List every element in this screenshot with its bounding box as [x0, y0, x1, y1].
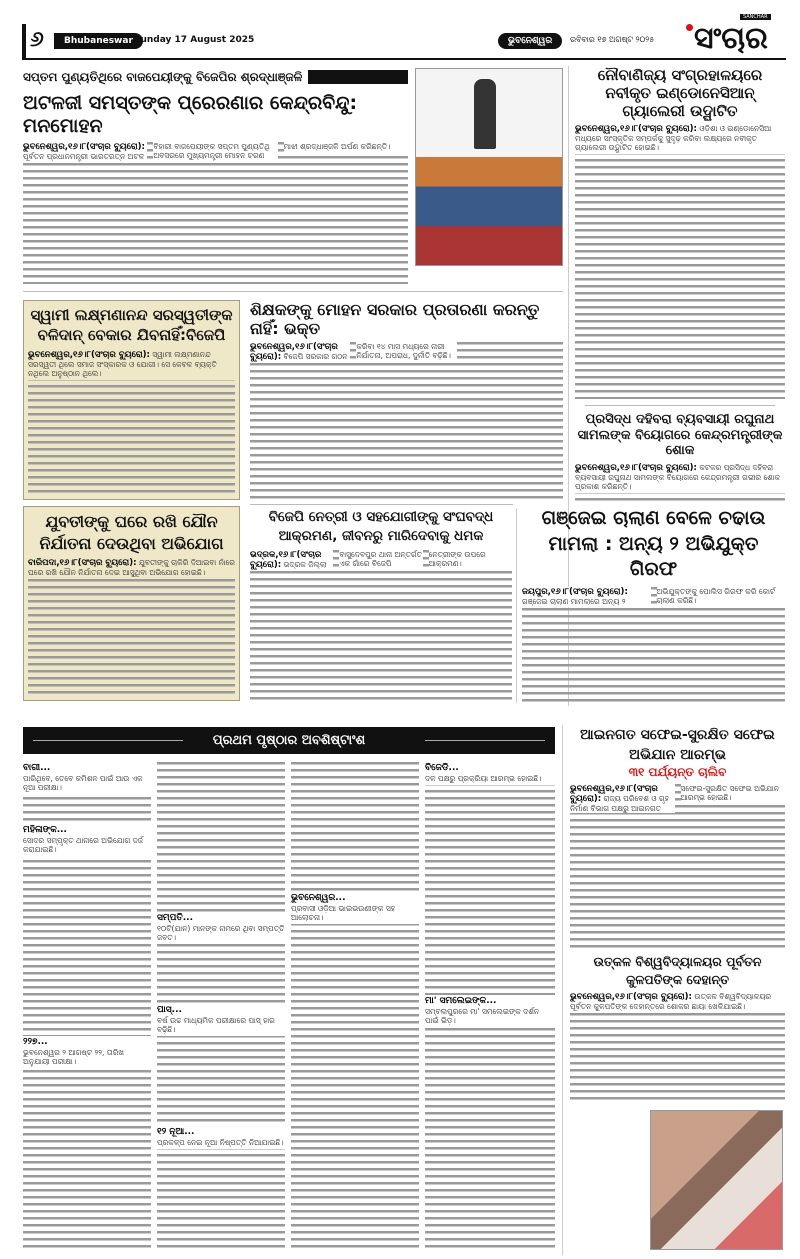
lead: ସୋଦର ସମ୍ପୃକ୍ତ ଥାନାରେ ଅଭିଯୋଗ ଦର୍ଜ କରାଯାଇଛି।	[23, 836, 151, 856]
shikshak-body	[250, 342, 563, 500]
divider	[562, 725, 563, 1255]
lead: ଉତ୍କଳ ବିଶ୍ୱବିଦ୍ୟାଳୟର ପୂର୍ବତନ କୁଳପତିଙ୍କ ଦେହାନ୍ତରେ ଶୋକର ଛାୟା ଖେଳିଯାଇଛି।	[570, 992, 772, 1011]
banner-title: ପ୍ରଥମ ପୃଷ୍ଠାର ଅବଶିଷ୍ଟାଂଶ	[205, 733, 373, 748]
yuvati-headline: ଯୁବତୀଙ୍କୁ ଘରେ ରଖି ଯୌନ ନିର୍ଯାତନା ଦେଉଥିବା ଅଭିଯୋଗ	[39, 512, 224, 553]
atal-headline: ଅଟଳଜୀ ସମସ୍ତଙ୍କ ପ୍ରେରଣାର କେନ୍ଦ୍ରବିନ୍ଦୁ: ମନମୋହନ	[23, 92, 358, 137]
atal-kicker: ସପ୍ତମ ପୁଣ୍ୟତିଥିରେ ବାଜପେୟୀଙ୍କୁ ବିଜେପିର ଶ୍ରଦ୍ଧାଞ୍ଜଳି	[23, 69, 303, 84]
bjp-netri-headline: ବିଜେପି ନେତ୍ରୀ ଓ ସହଯୋଗୀଙ୍କୁ ସଂଘବଦ୍ଧ ଆକ୍ରମଣ, ଜୀବନରୁ ମାରିଦେବାକୁ ଧମକ	[268, 509, 494, 544]
section-title: ବାଗୀ...	[23, 762, 151, 774]
dateline: ଭୁବନେଶ୍ୱର,୧୬।୮(ସଂଚାର ବ୍ୟୁରୋ):	[575, 462, 697, 473]
section-title: ୨୨୭...	[23, 1036, 151, 1048]
dahibara-body	[575, 463, 785, 504]
safai-body	[570, 784, 785, 948]
atal-body	[23, 142, 408, 284]
lead: ସ୍ୱାମୀ ଲକ୍ଷ୍ମଣାନନ୍ଦ ସରସ୍ୱତୀ ଥିଲେ ସମାଜ ସଂସ୍କାରକ ଓ ଯୋଗୀ। ସେ କେବଳ ବ୍ୟକ୍ତି ନଥିଲେ ଅନୁଷ୍ଠାନ ଥିଲେ।	[28, 349, 217, 378]
kicker-bar	[308, 70, 408, 84]
gallery-body	[575, 124, 785, 399]
date-en: Sunday 17 August 2025	[134, 35, 255, 45]
tribute-photo	[650, 1110, 783, 1250]
safai-headline: ଆଇନଗତ ସଫେଇ-ସୁରକ୍ଷିତ ସଫେଇ ଅଭିଯାନ ଆରମ୍ଭ	[580, 727, 775, 763]
continuation-col-1	[23, 762, 151, 1252]
gallery-story	[575, 66, 785, 399]
dateline: ଭଦ୍ରକ,୧୬।୮(ସଂଚାର ବ୍ୟୁରୋ):	[250, 549, 322, 570]
section-title: ୧୨ ନୂଆ...	[157, 1126, 285, 1138]
ganja-story	[522, 506, 785, 702]
lead: ପ୍ରବାସୀ ଓଡ଼ିଆ ଭାଇଭଉଣୀଙ୍କ ସହ ଆଲୋଚନା।	[291, 904, 419, 924]
lead: ପାରିଥିବେ, ତେବେ କମିଶନ ପାଇଁ ଆଉ ଏକ ନୂଆ ପରୀକ୍ଷା।	[23, 774, 151, 794]
dateline: ଭୁବନେଶ୍ୱର,୧୬।୮(ସଂଚାର ବ୍ୟୁରୋ):	[28, 349, 150, 360]
section-title: ଭୁବନେଶ୍ୱର...	[291, 892, 419, 904]
logo-tag: SANCHAR	[740, 14, 771, 20]
lead: ବର୍ଷ ଉଚ୍ଚ ମାଧ୍ୟମିକ ପରୀକ୍ଷାରେ ପାସ୍ ହାର ବଢ଼ିଛି।	[157, 1016, 285, 1036]
lead: ୧୦ଟି(ଯାନ) ମାନଙ୍କ ନାମରେ ଥିବା ସମ୍ପତ୍ତି ଜବତ।	[157, 924, 285, 942]
swami-story-box	[23, 300, 240, 500]
lead: ସମ୍ବଲପୁରରେ ମା' ସମଲେଇଙ୍କ ଦର୍ଶନ ପାଇଁ ଭିଡ଼।	[425, 1007, 555, 1027]
bjp-netri-story	[250, 508, 512, 702]
statue	[474, 79, 496, 149]
yuvati-body	[28, 558, 235, 696]
lead: ପୂର୍ବତନ ପ୍ରଧାନମନ୍ତ୍ରୀ ଭାରତରତ୍ନ ଅଟଳ ବିହାରୀ ବାଜପେୟୀଙ୍କ ସପ୍ତମ ପୁଣ୍ୟତିଥି ଅବସରରେ ମୁଖ୍ୟମନ୍ତ୍ରୀ ମୋହନ ଚରଣ ମାଝୀ ଶ୍ରଦ୍ଧାଞ୍ଜଳି ଅର୍ପଣ କରିଛନ୍ତି।	[23, 141, 391, 161]
banner-line	[425, 740, 545, 741]
shikshak-story	[250, 300, 563, 500]
safai-story	[570, 726, 785, 948]
dateline: ଭୁବନେଶ୍ୱର,୧୬।୮(ସଂଚାର ବ୍ୟୁରୋ):	[570, 783, 658, 804]
dateline: ଭୁବନେଶ୍ୱର,୧୬।୮(ସଂଚାର ବ୍ୟୁରୋ):	[575, 124, 697, 134]
shikshak-headline: ଶିକ୍ଷକଙ୍କୁ ମୋହନ ସରକାର ପ୍ରତାରଣା କରନ୍ତୁ ନାହିଁ: ଭକ୍ତ	[250, 300, 540, 339]
lead: କଟକର ପ୍ରସିଦ୍ଧ ଦହିବରା ବ୍ୟବସାୟୀ ରଘୁନାଥ ସାମଲଙ୍କ ବିୟୋଗରେ କେନ୍ଦ୍ରମନ୍ତ୍ରୀ ଗଭୀର ଶୋକ ପ୍ରକାଶ କରିଛନ୍ତି।	[575, 462, 781, 491]
dateline: ବାରିପଦା,୧୬।୮(ସଂଚାର ବ୍ୟୁରୋ):	[28, 558, 137, 569]
lead: ଭୁବନେଶ୍ୱର ୨ ଆଗଷ୍ଟ ୨୨, ତାରିଖ ଅନୁଯାୟୀ ପରୀକ୍ଷା।	[23, 1048, 151, 1068]
dateline: ଭୁବନେଶ୍ୱର,୧୬।୮(ସଂଚାର ବ୍ୟୁରୋ):	[23, 141, 145, 152]
swami-body	[28, 350, 235, 496]
continuation-banner	[23, 727, 555, 754]
continuation-col-3	[291, 762, 419, 1252]
atal-story	[23, 66, 408, 284]
logo: ସଂଚାର	[694, 21, 768, 56]
ganja-body	[522, 587, 785, 702]
dateline: ଭୁବନେଶ୍ୱର,୧୬।୮(ସଂଚାର ବ୍ୟୁରୋ):	[250, 342, 338, 363]
divider	[585, 405, 775, 406]
divider	[250, 504, 513, 505]
dahibara-story	[575, 412, 785, 504]
continuation-col-2	[157, 762, 285, 1252]
date-or: ରବିବାର ୧୭ ଅଗଷ୍ଟ ୨୦୨୫	[570, 35, 655, 44]
section-title: ମା' ସମଲେଇଙ୍କ...	[425, 995, 555, 1007]
lead: ଦଳ ପକ୍ଷରୁ ପ୍ରକ୍ରିୟା ଆରମ୍ଭ ହୋଇଛି।	[425, 774, 555, 785]
dahibara-headline: ପ୍ରସିଦ୍ଧ ଦହିବରା ବ୍ୟବସାୟୀ ରଘୁନାଥ ସାମଲଙ୍କ ବିୟୋଗରେ କେନ୍ଦ୍ରମନ୍ତ୍ରୀଙ୍କ ଶୋକ	[577, 412, 783, 459]
city-or-badge: ଭୁବନେଶ୍ୱର	[498, 33, 562, 49]
page-number: ୬	[30, 27, 44, 52]
header-rule	[22, 58, 786, 60]
divider	[516, 508, 517, 703]
ganja-headline: ଗଞ୍ଜେଇ ଚାଲାଣ ବେଳେ ଚଢାଉ ମାମଲା : ଅନ୍ୟ ୨ ଅଭିଯୁକ୍ତ ଗିରଫ	[541, 507, 766, 581]
section-title: ସମ୍ପତି...	[157, 912, 285, 924]
dateline: ଜୟପୁର,୧୬।୮(ସଂଚାର ବ୍ୟୁରୋ):	[522, 586, 628, 597]
lead: ଭଦ୍ରକ ଜିଲ୍ଲା ବାସୁଦେବପୁର ଥାନା ଅନ୍ତର୍ଗତ ଏକ ଗାଁରେ ବିଜେପି ନେତ୍ରୀଙ୍କ ଉପରେ ଆକ୍ରମଣ।	[283, 549, 486, 569]
banner-line	[33, 740, 183, 741]
section-title: ବିଜେଡି...	[425, 762, 555, 774]
utkal-headline: ଉତ୍କଳ ବିଶ୍ୱବିଦ୍ୟାଳୟର ପୂର୍ବତନ କୁଳପତିଙ୍କ ଦେହାନ୍ତ	[593, 954, 762, 987]
logo-dot	[686, 24, 693, 31]
utkal-story	[570, 953, 785, 1103]
lead: ବିଜେପି ସରକାର ଗଠନ କରିବା ୧୪ ମାସ ମଧ୍ୟରେ ନାରୀ ନିର୍ଯାତନା, ଅପରାଧ, ଦୁର୍ନୀତି ବଢ଼ିଛି।	[283, 342, 451, 362]
safai-subhead: ୩୧ ପର୍ଯ୍ୟନ୍ତ ଚାଲିବ	[628, 765, 727, 780]
atal-kicker-row	[23, 66, 408, 88]
yuvati-story-box	[23, 506, 240, 701]
atal-ceremony-photo	[415, 68, 563, 266]
lead: ପ୍ରକଳ୍ପ ନେଇ ନୂଆ ନିଷ୍ପତ୍ତି ନିଆଯାଇଛି।	[157, 1138, 284, 1147]
divider	[23, 291, 563, 292]
lead: ଓଡ଼ିଶା ଓ ଇଣ୍ଡୋନେସିଆ ମଧ୍ୟରେ ସାଂସ୍କୃତିକ ସମ୍ପର୍କକୁ ସୁଦୃଢ଼ କରିବା ଲକ୍ଷ୍ୟରେ ନବୀକୃତ ଗ୍ୟାଲେରୀ ଉଦ୍ଘାଟିତ ହୋଇଛି।	[575, 124, 772, 152]
city-en-badge: Bhubaneswar	[54, 33, 143, 49]
continuation-col-4	[425, 762, 555, 1252]
lead: ଗଞ୍ଜେଇ ଚାଲାଣ ମାମଲାରେ ଅନ୍ୟ ୨ ଅଭିଯୁକ୍ତଙ୍କୁ ପୋଲିସ ଗିରଫ କରି କୋର୍ଟ ଚାଲାଣ କରିଛି।	[522, 586, 776, 606]
section-title: ମହିଳାଙ୍କ...	[23, 824, 151, 836]
dateline: ଭୁବନେଶ୍ୱର,୧୬।୮(ସଂଚାର ବ୍ୟୁରୋ):	[570, 992, 692, 1002]
section-title: ପାସ୍...	[157, 1004, 285, 1016]
bjp-netri-body	[250, 550, 512, 702]
gallery-headline: ନୌବାଣିଜ୍ୟ ସଂଗ୍ରହାଳୟରେ ନବୀକୃତ ଇଣ୍ଡୋନେସିଆନ୍ ଗ୍ୟାଲେରୀ ଉଦ୍ଘାଟିତ	[597, 66, 763, 120]
header-bar	[22, 24, 26, 58]
lead: ଯୁବତୀଙ୍କୁ ଚାକିରି ଦିଆଇବା ନାଁରେ ଘରେ ରଖି ଯୌନ ନିର୍ଯାତନା ଦେଇ ଆସୁଥିବା ଅଭିଯୋଗ ହୋଇଛି।	[28, 558, 235, 578]
swami-headline: ସ୍ୱାମୀ ଲକ୍ଷ୍ମଣାନନ୍ଦ ସରସ୍ୱତୀଙ୍କ ବଳିଦାନ୍ ବେକାର ଯିବନାହିଁ:ବିଜେପି	[30, 306, 233, 345]
lead: ରାଜ୍ୟ ପରିବେଶ ଓ ଗୃହ ନିର୍ମାଣ ବିଭାଗ ପକ୍ଷରୁ ଆଇନଗତ ସଫେଇ-ସୁରକ୍ଷିତ ସଫେଇ ଅଭିଯାନ ଆରମ୍ଭ ହୋଇଛି।	[570, 783, 779, 813]
utkal-body	[570, 992, 785, 1103]
